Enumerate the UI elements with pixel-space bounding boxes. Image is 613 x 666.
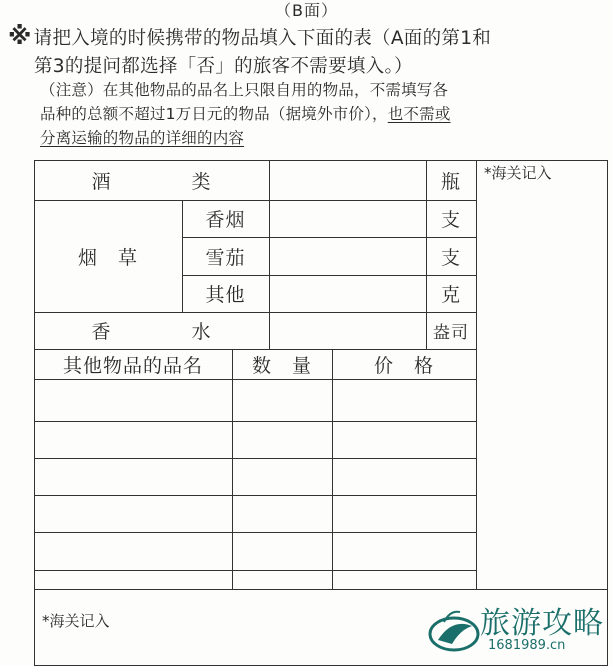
perfume-label: 香 水 <box>91 321 212 343</box>
cigarettes-label: 香烟 <box>205 209 246 231</box>
alcohol-quantity-field[interactable] <box>270 160 426 200</box>
cigars-label: 雪茄 <box>205 246 246 269</box>
table-row[interactable] <box>34 379 476 421</box>
customs-use-note-bottom: *海关记入 <box>42 612 110 630</box>
other-tobacco-label: 其他 <box>205 284 246 306</box>
instruction-text <box>8 22 608 81</box>
cigars-unit: 支 <box>440 246 461 269</box>
table-row[interactable] <box>34 421 476 458</box>
reference-mark: ※ <box>8 22 32 50</box>
tobacco-label: 烟 草 <box>77 246 138 269</box>
leaf-icon <box>424 600 484 660</box>
page-side-label: （B面） <box>275 1 338 20</box>
other-tobacco-unit: 克 <box>440 284 461 306</box>
note-line-2 <box>40 102 605 126</box>
quantity-header: 数 量 <box>251 354 312 377</box>
instruction-line-1: 请把入境的时候携带的物品填入下面的表（A面的第1和 <box>33 28 492 49</box>
cigars-quantity-field[interactable] <box>270 237 426 275</box>
note-line-2-underlined: 也不需或 <box>387 105 451 123</box>
alcohol-unit: 瓶 <box>440 170 461 193</box>
alcohol-label: 酒 类 <box>91 170 212 193</box>
watermark-url: 1681989.cn <box>488 638 566 653</box>
watermark-text: 旅游攻略 <box>480 606 604 641</box>
table-row[interactable] <box>34 532 476 570</box>
perfume-unit: 盎司 <box>433 323 469 343</box>
table-row[interactable] <box>34 570 476 589</box>
item-name-header: 其他物品的品名 <box>62 354 203 377</box>
perfume-quantity-field[interactable] <box>270 312 426 349</box>
declaration-form <box>34 160 608 666</box>
price-header: 价 格 <box>373 354 434 377</box>
table-row[interactable] <box>34 495 476 532</box>
cigarettes-quantity-field[interactable] <box>270 200 426 237</box>
table-row[interactable] <box>34 458 476 495</box>
customs-use-note-top: *海关记入 <box>484 164 552 182</box>
other-tobacco-quantity-field[interactable] <box>270 275 426 312</box>
note-line-1: （注意）在其他物品的品名上只限自用的物品，不需填写各 <box>40 81 449 99</box>
instruction-line-2: 第3的提问都选择「否」的旅客不需要填入。） <box>34 56 413 77</box>
watermark-logo <box>430 596 613 664</box>
cigarettes-unit: 支 <box>440 209 461 231</box>
note-line-2-main: 品种的总额不超过1万日元的物品（据境外市价）， <box>40 105 388 123</box>
note-line-3: 分离运输的物品的详细的内容 <box>40 129 245 147</box>
note-text <box>40 78 605 150</box>
